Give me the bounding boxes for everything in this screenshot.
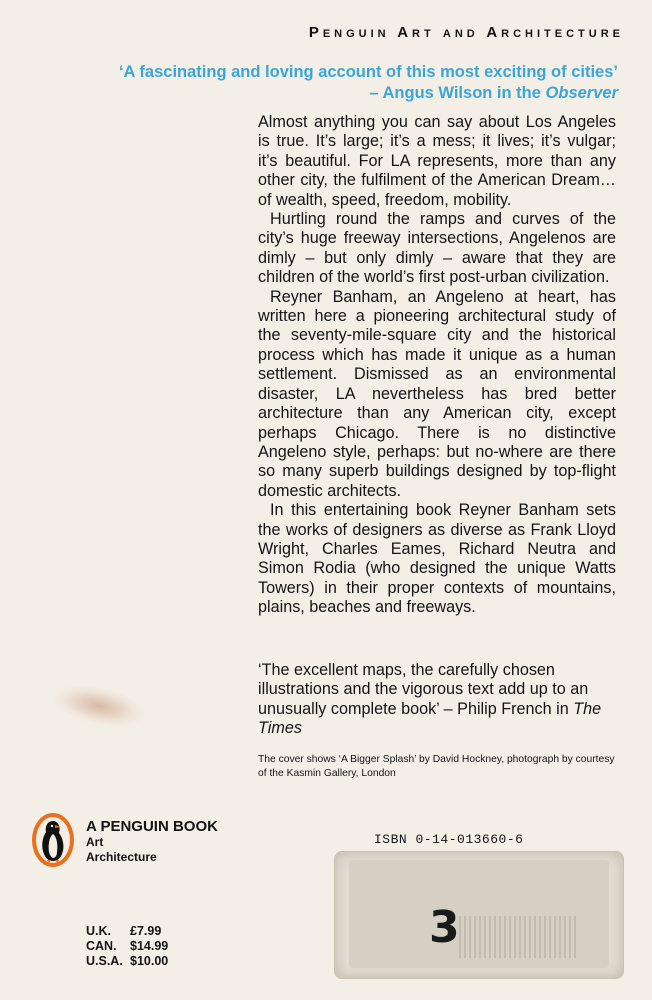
stain-mark [51, 679, 147, 733]
barcode-icon [459, 916, 579, 958]
series-title: Penguin Art and Architecture [308, 24, 624, 41]
price-row: CAN. $14.99 [86, 939, 169, 953]
review-source: The Times [258, 699, 602, 738]
quote-source: Observer [545, 84, 618, 102]
price-list [86, 924, 168, 969]
price-sticker [334, 851, 624, 979]
sticker-face [349, 860, 609, 968]
publisher-block [86, 818, 218, 865]
blurb-paragraph: In this entertaining book Reyner Banham sets the works of designers as diverse as Frank Lloyd Wright, Charles Eames, Richard Neutra and Simon Rodia (who designed the unique Watts Towers) in their proper contexts of mountains, plains, beaches and freeways. [258, 501, 616, 617]
price-row: U.S.A. $10.00 [86, 954, 169, 968]
blurb-paragraph: Almost anything you can say about Los Angeles is true. It’s large; it’s a mess; it lives; it’s vulgar; it’s beautiful. For LA represents, more than any other city, the fulfilment of the American Dream…of wealth, speed, freedom, mobility. [258, 113, 616, 209]
publisher-name: A PENGUIN BOOK [86, 818, 218, 835]
quote-text: ‘A fascinating and loving account of this most exciting of cities’ [118, 63, 618, 81]
pull-quote [38, 62, 618, 104]
review-quote: ‘The excellent maps, the carefully chosen illustrations and the vigorous text add up to an unusually complete book’ – Philip French in The Times [258, 661, 602, 738]
category-architecture: Architecture [86, 850, 157, 864]
blurb-paragraph: Reyner Banham, an Angeleno at heart, has written here a pioneering architectural study of the seventy-mile-square city and the historical process which has made it unique as a human settlement. Dismissed as an environmental disaster, LA nevertheless has bred better architecture than any American city, except perhaps Chicago. There is no distinctive Angeleno style, perhaps: but no-where are there so many superb buildings designed by top-flight domestic architects. [258, 287, 616, 500]
price-row: U.K. £7.99 [86, 924, 162, 938]
penguin-logo-icon [30, 812, 76, 868]
isbn: ISBN 0-14-013660-6 [374, 832, 524, 847]
blurb-text [258, 113, 616, 618]
cover-credit: The cover shows ‘A Bigger Splash’ by David Hockney, photograph by courtesy of the Kasmin Gallery, London [258, 754, 615, 779]
category-art: Art [86, 835, 104, 849]
blurb-paragraph: Hurtling round the ramps and curves of the city’s huge freeway intersections, Angelenos are dimly – but only dimly – aware that they are children of the world’s first post-urban civilization. [258, 210, 616, 287]
handwritten-mark: 3 [429, 902, 460, 953]
quote-attribution: – Angus Wilson in the Observer [369, 84, 618, 102]
